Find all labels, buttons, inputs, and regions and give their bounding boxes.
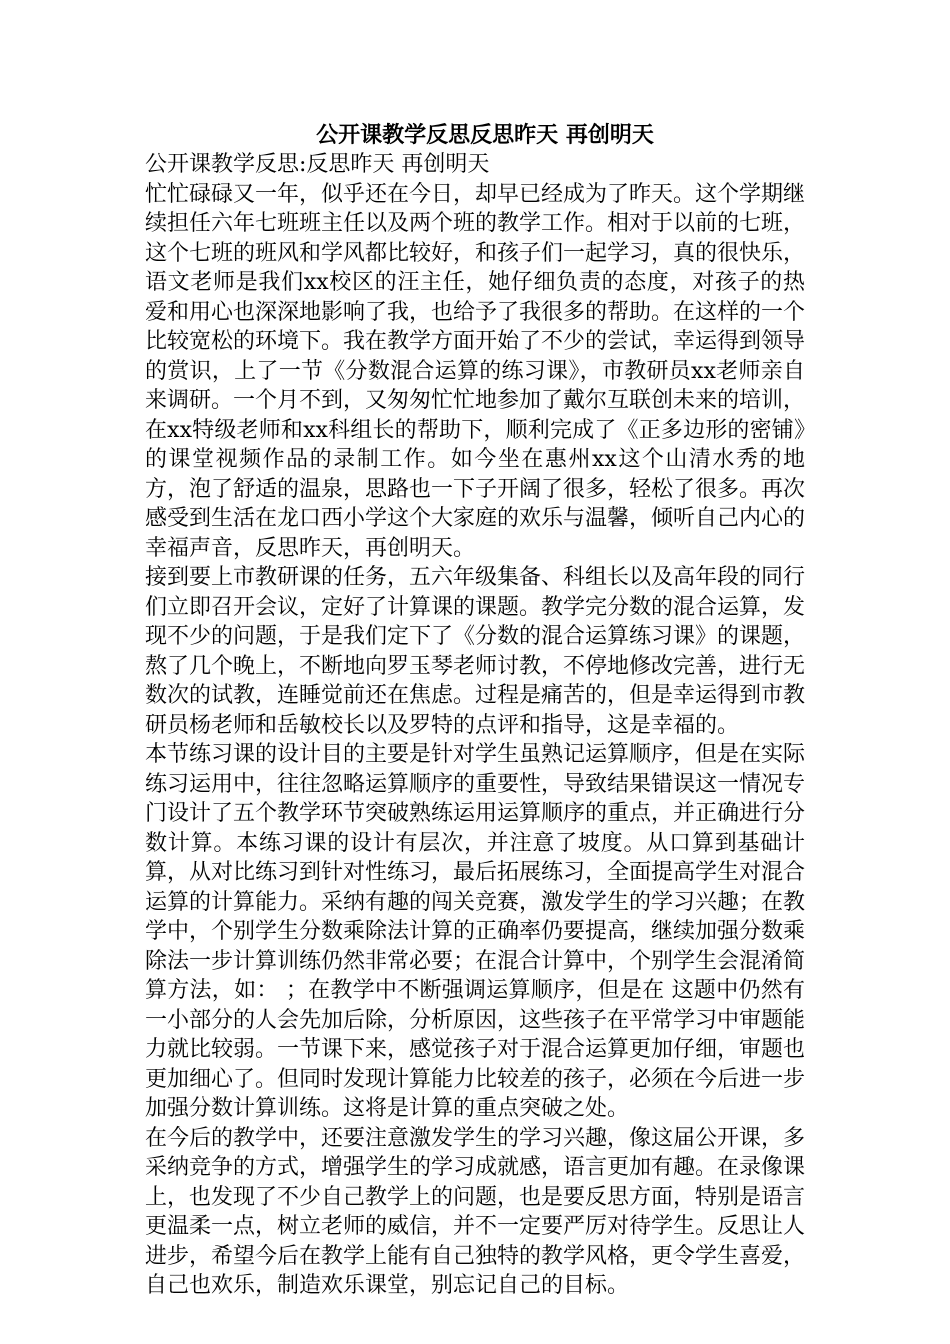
paragraph-4: 在今后的教学中，还要注意激发学生的学习兴趣，像这届公开课，多采纳竞争的方式，增强学生的学习成就感，语言更加有趣。在录像课上，也发现了不少自己教学上的问题，也是要反思方面，特别是语言更温柔一点，树立老师的威信，并不一定要严厉对待学生。反思让人进步，希望今后在教学上能有自己独特的教学风格，更令学生喜爱，自己也欢乐，制造欢乐课堂，别忘记自己的目标。 — [145, 1125, 806, 1298]
paragraph-2: 接到要上市教研课的任务，五六年级集备、科组长以及高年段的同行们立即召开会议，定好了计算课的课题。教学完分数的混合运算，发现不少的问题，于是我们定下了《分数的混合运算练习课》的课题，熬了几个晚上，不断地向罗玉琴老师讨教，不停地修改完善，进行无数次的试教，连睡觉前还在焦虑。过程是痛苦的，但是幸运得到市教研员杨老师和岳敏校长以及罗特的点评和指导，这是幸福的。 — [145, 565, 806, 738]
document-page — [145, 120, 805, 1301]
document-subtitle: 公开课教学反思:反思昨天 再创明天 — [145, 152, 490, 177]
document-title: 公开课教学反思反思昨天 再创明天 — [316, 122, 654, 148]
paragraph-1: 忙忙碌碌又一年，似乎还在今日，却早已经成为了昨天。这个学期继续担任六年七班班主任以及两个班的教学工作。相对于以前的七班，这个七班的班风和学风都比较好，和孩子们一起学习，真的很快乐，语文老师是我们xx校区的汪主任，她仔细负责的态度，对孩子的热爱和用心也深深地影响了我，也给予了我很多的帮助。在这样的一个比较宽松的环境下。我在教学方面开始了不少的尝试，幸运得到领导的赏识，上了一节《分数混合运算的练习课》，市教研员xx老师亲自来调研。一个月不到，又匆匆忙忙地参加了戴尔互联创未来的培训，在xx特级老师和xx科组长的帮助下，顺利完成了《正多边形的密铺》的课堂视频作品的录制工作。如今坐在惠州xx这个山清水秀的地方，泡了舒适的温泉，思路也一下子开阔了很多，轻松了很多。再次感受到生活在龙口西小学这个大家庭的欢乐与温馨，倾听自己内心的幸福声音，反思昨天，再创明天。 — [145, 181, 806, 561]
paragraph-3: 本节练习课的设计目的主要是针对学生虽熟记运算顺序，但是在实际练习运用中，往往忽略运算顺序的重要性，导致结果错误这一情况专门设计了五个教学环节突破熟练运用运算顺序的重点，并正确进行分数计算。本练习课的设计有层次，并注意了坡度。从口算到基础计算，从对比练习到针对性练习，最后拓展练习，全面提高学生对混合运算的计算能力。采纳有趣的闯关竞赛，激发学生的学习兴趣；在教学中，个别学生分数乘除法计算的正确率仍要提高，继续加强分数乘除法一步计算训练仍然非常必要；在混合计算中，个别学生会混淆简算方法，如： ；在教学中不断强调运算顺序，但是在 这题中仍然有一小部分的人会先加后除，分析原因，这些孩子在平常学习中审题能力就比较弱。一节课下来，感觉孩子对于混合运算更加仔细，审题也更加细心了。但同时发现计算能力比较差的孩子，必须在今后进一步加强分数计算训练。这将是计算的重点突破之处。 — [145, 742, 806, 1121]
